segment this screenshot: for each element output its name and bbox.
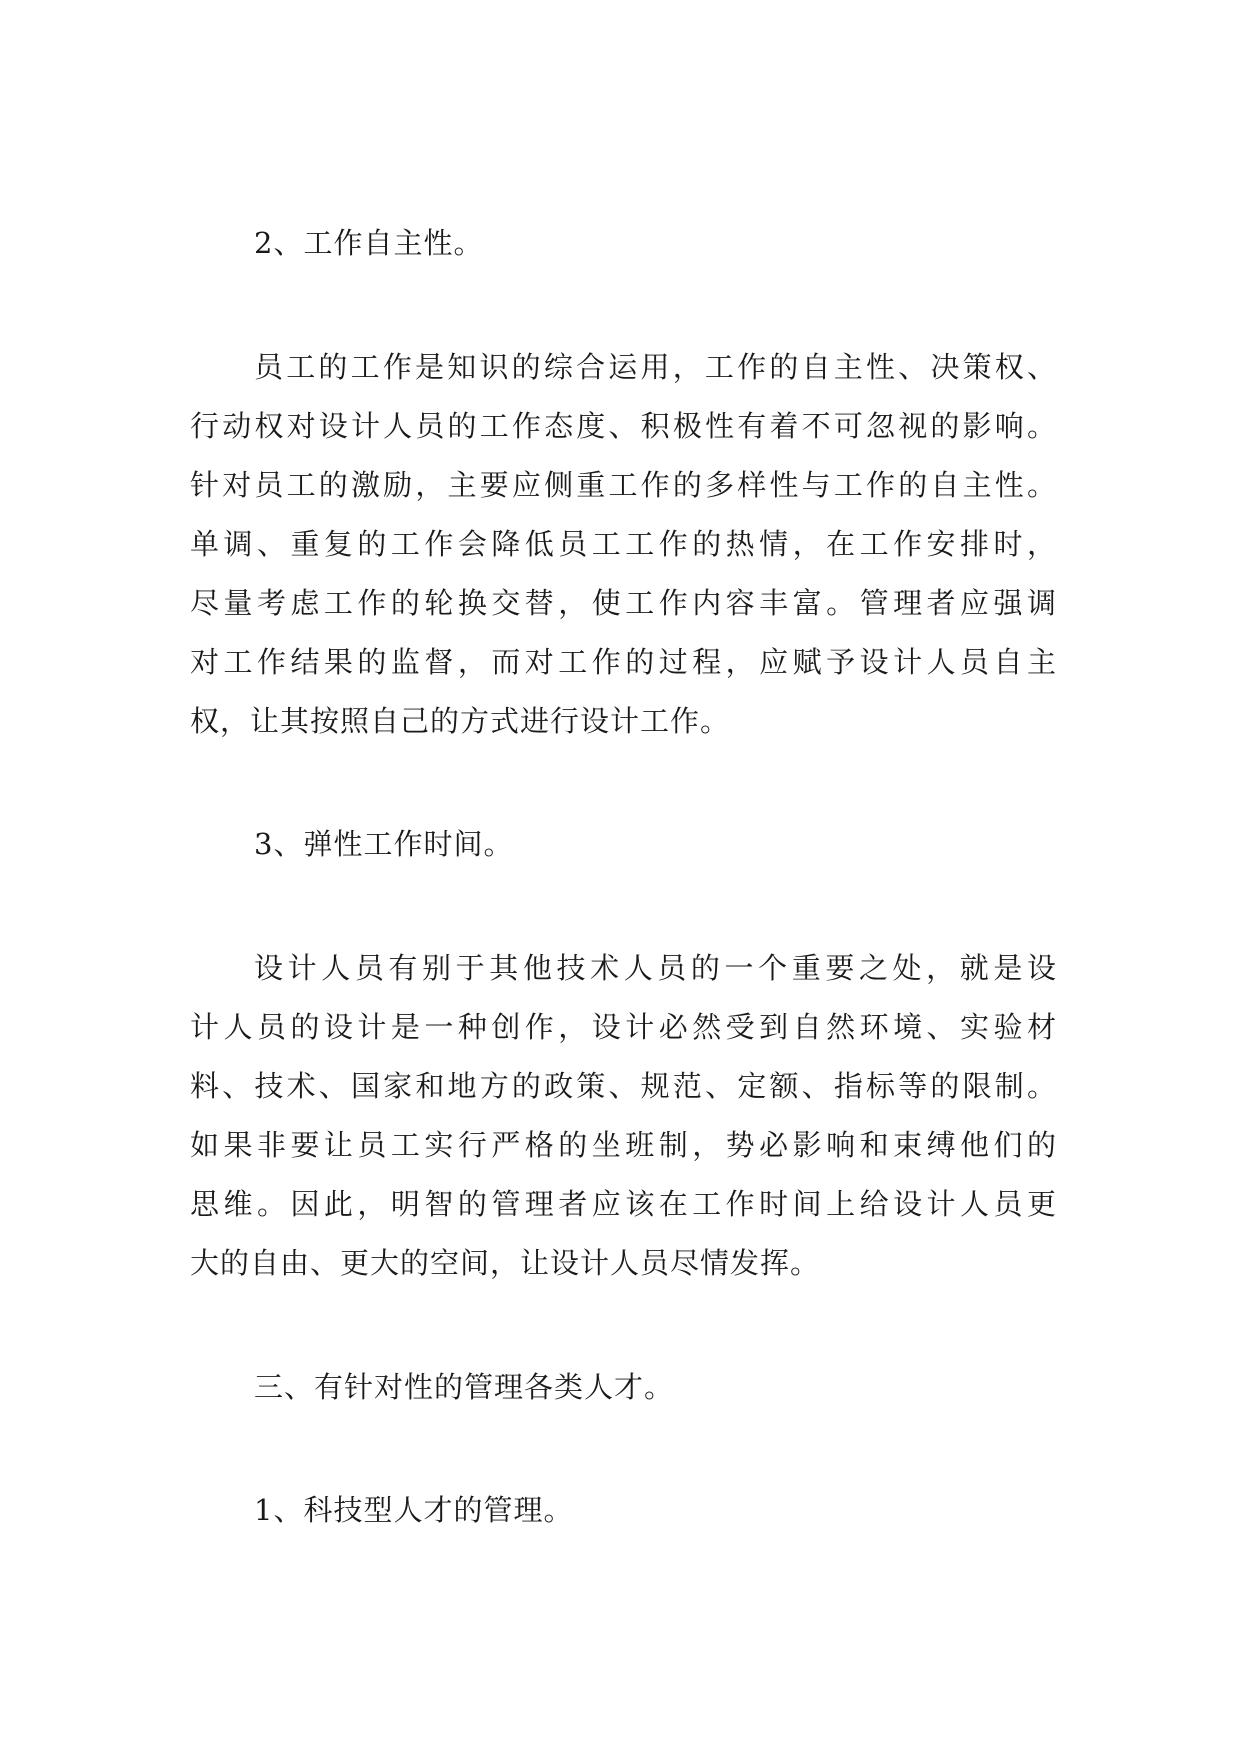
paragraph-line: 员工的工作是知识的综合运用，工作的自主性、决策权、: [254, 350, 1056, 384]
heading-work-autonomy: 2、工作自主性。: [254, 226, 484, 260]
paragraph-line: 料、技术、国家和地方的政策、规范、定额、指标等的限制。: [190, 1069, 1056, 1103]
paragraph-line: 计人员的设计是一种创作，设计必然受到自然环境、实验材: [190, 1010, 1056, 1044]
heading-tech-talent: 1、科技型人才的管理。: [254, 1493, 574, 1527]
paragraph-line: 思维。因此，明智的管理者应该在工作时间上给设计人员更: [190, 1187, 1056, 1221]
paragraph-line: 针对员工的激励，主要应侧重工作的多样性与工作的自主性。: [190, 468, 1056, 502]
paragraph-line: 设计人员有别于其他技术人员的一个重要之处，就是设: [254, 951, 1056, 985]
paragraph-line: 尽量考虑工作的轮换交替，使工作内容丰富。管理者应强调: [190, 586, 1056, 620]
paragraph-line: 如果非要让员工实行严格的坐班制，势必影响和束缚他们的: [190, 1128, 1056, 1162]
paragraph-line: 大的自由、更大的空间，让设计人员尽情发挥。: [190, 1246, 821, 1280]
paragraph-line: 权，让其按照自己的方式进行设计工作。: [190, 704, 731, 738]
paragraph-line: 对工作结果的监督，而对工作的过程，应赋予设计人员自主: [190, 645, 1056, 679]
paragraph-line: 单调、重复的工作会降低员工工作的热情，在工作安排时，: [190, 527, 1056, 561]
heading-flexible-hours: 3、弹性工作时间。: [254, 827, 514, 861]
paragraph-line: 行动权对设计人员的工作态度、积极性有着不可忽视的影响。: [190, 409, 1056, 443]
section-heading-talent-management: 三、有针对性的管理各类人才。: [254, 1370, 675, 1404]
